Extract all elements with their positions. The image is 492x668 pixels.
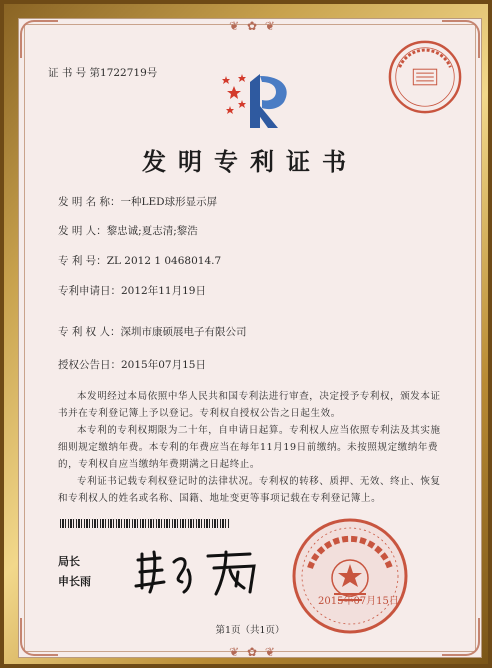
field-patent-number (58, 253, 221, 268)
legal-paragraph: 本发明经过本局依照中华人民共和国专利法进行审查，决定授予专利权，颁发本证书并在专利登记簿上予以登记。专利权自授权公告之日起生效。 (58, 391, 441, 419)
certificate-title: 发明专利证书 (142, 147, 358, 176)
barcode (60, 519, 230, 528)
field-label: 发 明 人： (58, 225, 107, 237)
director-title: 局长 (58, 555, 80, 568)
field-value: 2015年07月15日 (121, 359, 206, 371)
field-label: 专利申请日： (58, 285, 121, 297)
field-label: 授权公告日： (58, 359, 121, 371)
field-value: 一种LED球形显示屏 (120, 196, 218, 208)
page-number: 第1页（共1页） (215, 625, 285, 636)
patent-office-seal-small (386, 38, 464, 116)
certificate-frame (4, 4, 488, 664)
director-signature (130, 542, 270, 598)
top-ornament: ❦ ✿ ❦ (229, 19, 277, 33)
field-filing-date (58, 283, 206, 298)
director-name: 申长雨 (58, 575, 91, 588)
legal-paragraph: 专利证书记载专利权登记时的法律状况。专利权的转移、质押、无效、终止、恢复和专利权人的姓名或名称、国籍、地址变更等事项记载在专利登记簿上。 (58, 476, 441, 504)
corner-ornament (20, 20, 58, 58)
field-label: 专 利 权 人： (58, 326, 121, 338)
field-patentee (58, 324, 247, 339)
legal-text (58, 388, 443, 507)
official-red-seal (290, 516, 410, 636)
field-label: 专 利 号： (58, 255, 107, 267)
field-inventors (58, 223, 198, 238)
certificate-number: 证 书 号 第1722719号 (48, 67, 158, 79)
legal-paragraph: 本专利的专利权期限为二十年，自申请日起算。专利权人应当依照专利法及其实施细则规定缴纳年费。本专利的年费应当在每年11月19日前缴纳。未按照规定缴纳年费的，专利权自应当缴纳年费期满之日起终止。 (58, 425, 441, 470)
certificate-paper (18, 18, 482, 658)
field-value: 黎忠诚;夏志清;黎浩 (106, 225, 198, 237)
bottom-ornament: ❦ ✿ ❦ (229, 645, 277, 659)
seal-date: 2015年07月15日 (318, 596, 399, 607)
field-value: 2012年11月19日 (121, 285, 206, 297)
field-label: 发 明 名 称： (58, 196, 121, 208)
field-value: 深圳市康硕展电子有限公司 (120, 326, 247, 338)
field-invention-name (58, 194, 217, 209)
patent-office-logo (220, 70, 300, 132)
field-value: ZL 2012 1 0468014.7 (106, 255, 222, 267)
field-grant-date (58, 357, 206, 372)
